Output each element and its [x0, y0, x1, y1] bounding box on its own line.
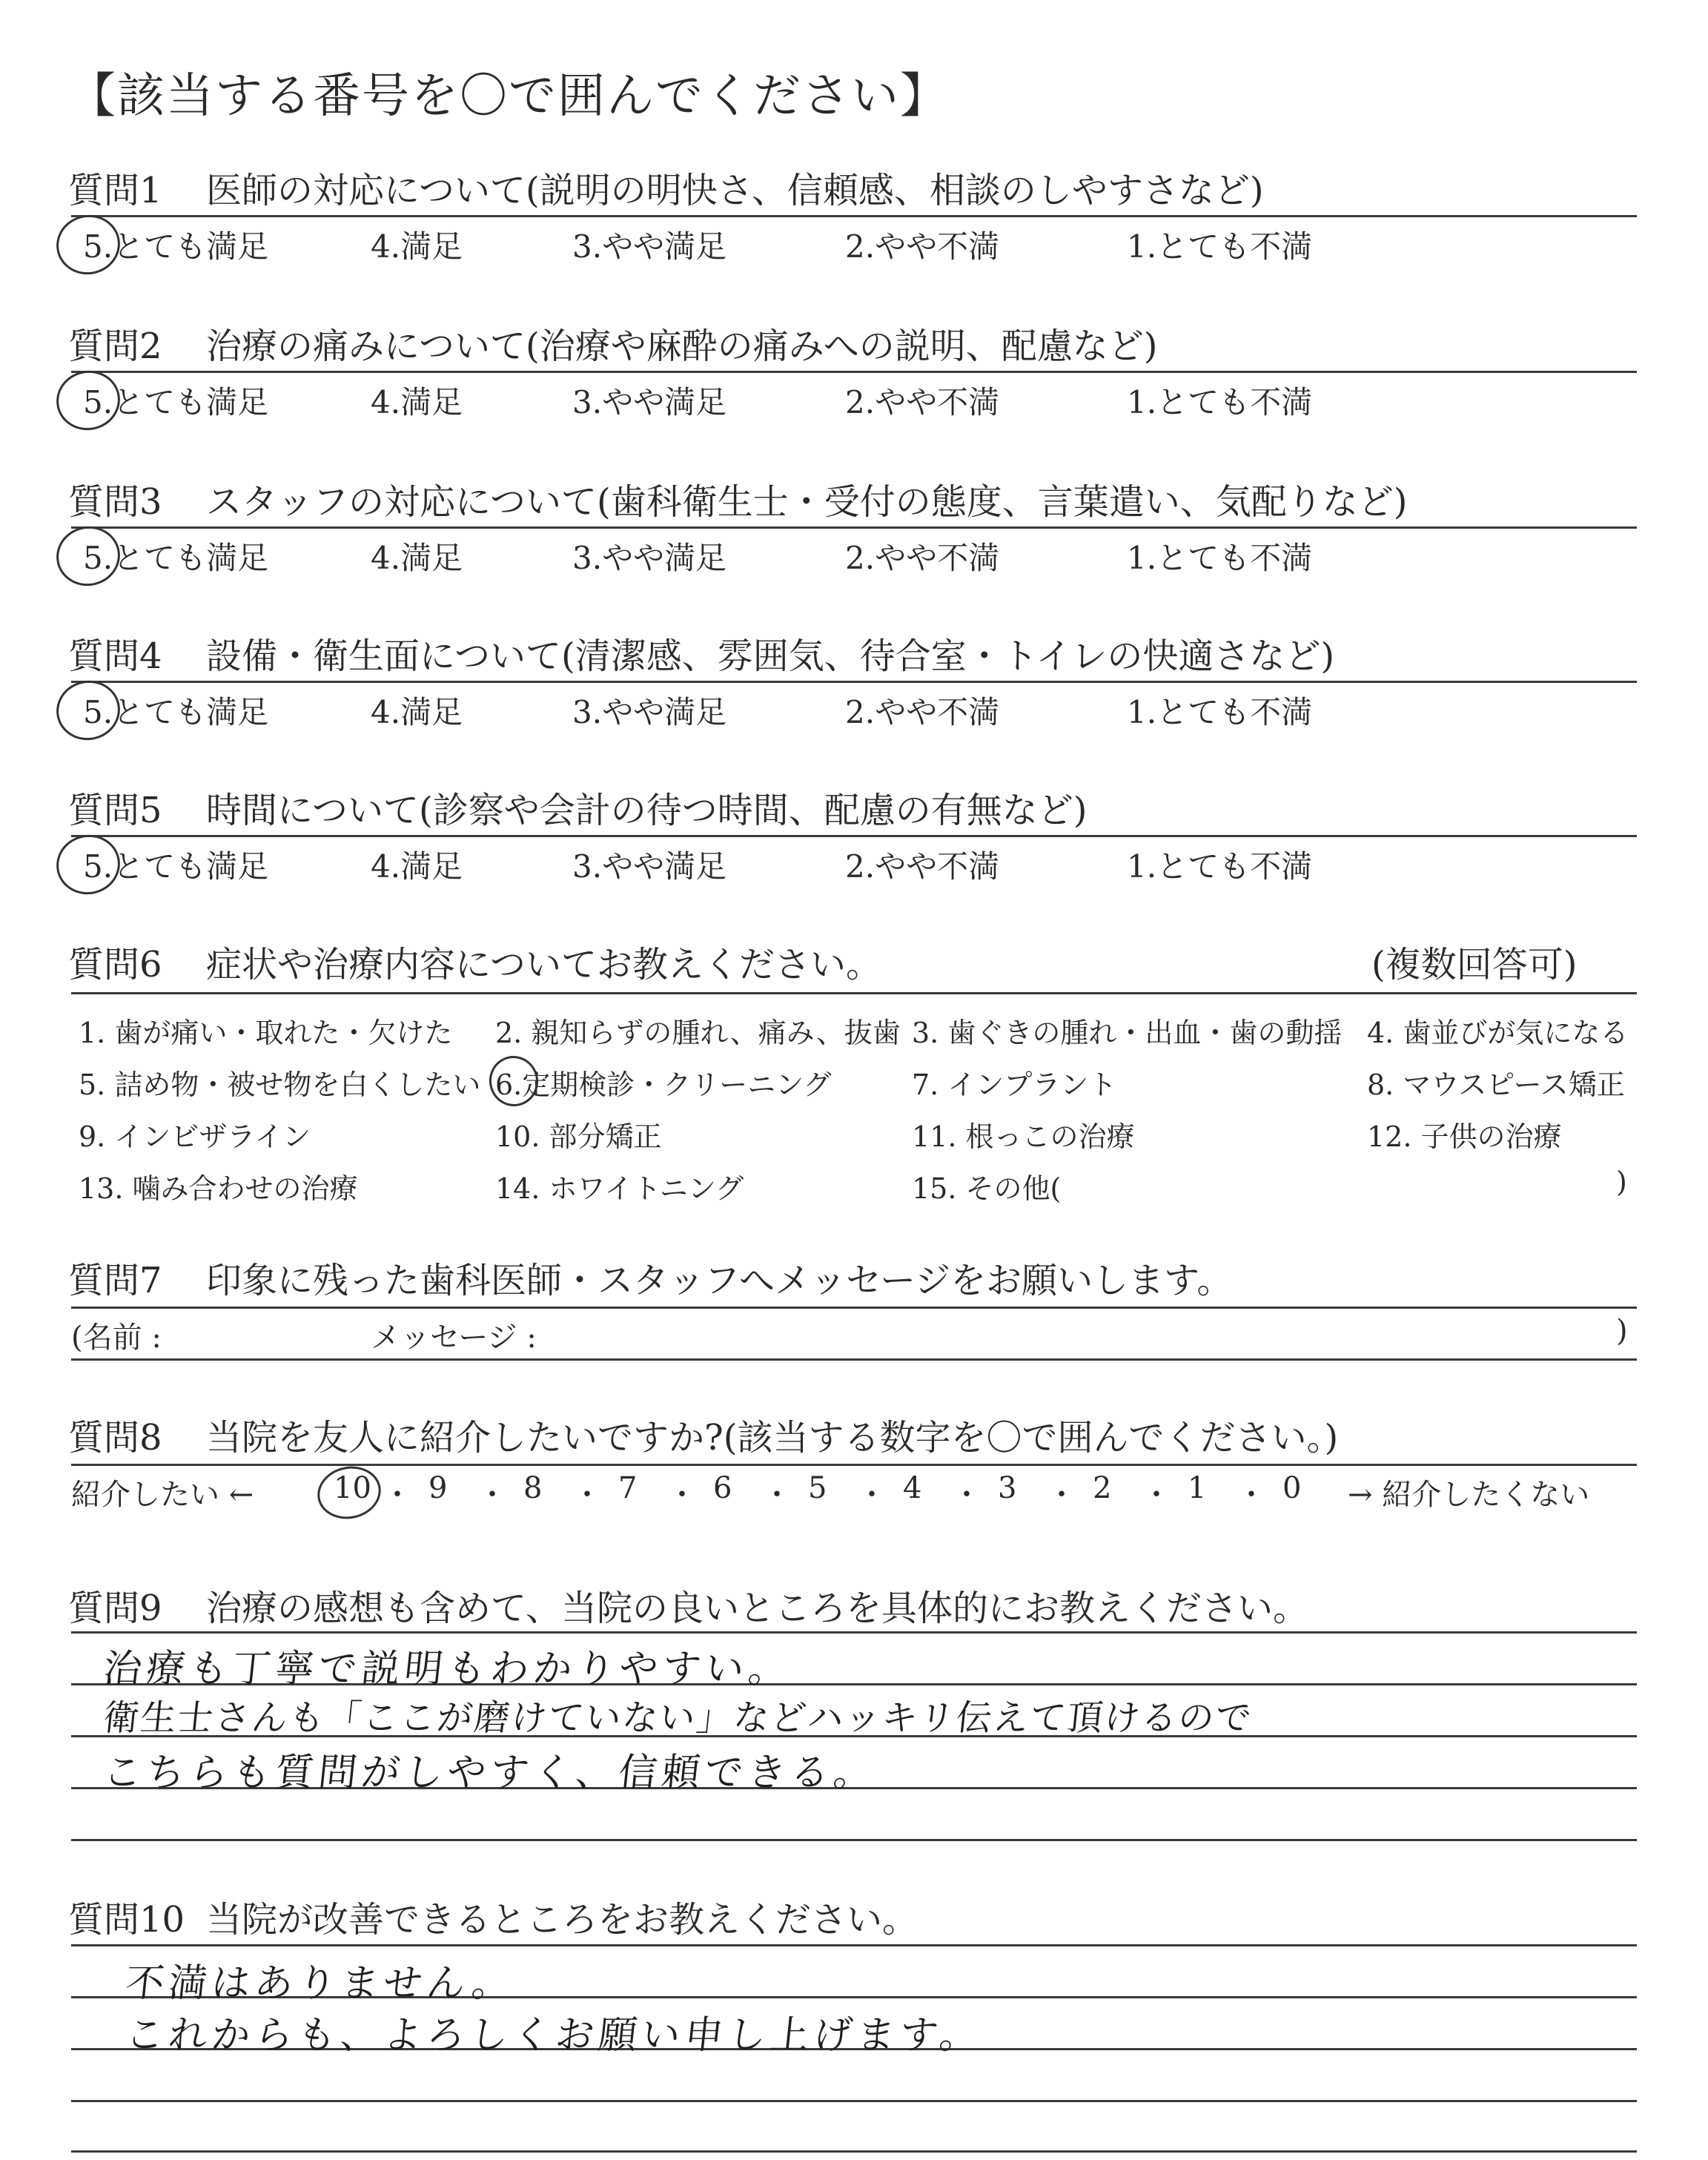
- rating-option[interactable]: 2.やや不満: [845, 694, 1000, 730]
- scale-number[interactable]: 8: [523, 1471, 543, 1505]
- rating-option[interactable]: 4.満足: [371, 228, 463, 265]
- rating-option[interactable]: 4.満足: [371, 694, 463, 730]
- message-label: メッセージ :: [371, 1321, 537, 1355]
- rating-option[interactable]: 4.満足: [371, 384, 463, 420]
- rating-options: [0, 842, 1708, 887]
- scale-separator: ・: [572, 1478, 602, 1512]
- treatment-option[interactable]: 15. その他(: [912, 1172, 1062, 1205]
- question-3-title: [68, 473, 1408, 524]
- rating-option[interactable]: 3.やや満足: [572, 848, 727, 885]
- treatment-option[interactable]: 3. 歯ぐきの腫れ・出血・歯の動揺: [912, 1017, 1343, 1049]
- question-text: 印象に残った歯科医師・スタッフへメッセージをお願いします。: [206, 1260, 1233, 1301]
- handwritten-answer: これからも、よろしくお願い申し上げます。: [123, 2013, 985, 2058]
- rating-option[interactable]: 1.とても不満: [1127, 384, 1313, 420]
- rule-line: [71, 992, 1637, 994]
- rating-option[interactable]: 3.やや満足: [572, 228, 727, 265]
- question-text: 医師の対応について(説明の明快さ、信頼感、相談のしやすさなど): [206, 170, 1264, 211]
- handwritten-answer: 不満はありません。: [123, 1961, 517, 2006]
- recommend-scale: [0, 1471, 1708, 1523]
- rating-option[interactable]: 4.満足: [371, 848, 463, 885]
- rule-line: [71, 1307, 1637, 1309]
- rule-line: [71, 835, 1637, 837]
- question-text: 設備・衛生面について(清潔感、雰囲気、待合室・トイレの快適さなど): [206, 635, 1335, 677]
- scale-separator: ・: [762, 1478, 792, 1512]
- rating-option[interactable]: 5.とても満足: [83, 384, 269, 420]
- rule-line: [71, 1464, 1637, 1466]
- rating-options: [0, 534, 1708, 578]
- rating-option[interactable]: 5.とても満足: [83, 848, 269, 885]
- question-number: 質問8: [68, 1417, 162, 1459]
- rule-line: [71, 2150, 1637, 2153]
- rating-options: [0, 222, 1708, 267]
- rating-option[interactable]: 3.やや満足: [572, 384, 727, 420]
- scale-separator: ・: [1142, 1478, 1171, 1512]
- scale-number[interactable]: 10: [334, 1471, 371, 1505]
- handwritten-answer: 治療も丁寧で説明もわかりやすい。: [101, 1647, 794, 1691]
- treatment-option[interactable]: 8. マウスピース矯正: [1367, 1069, 1625, 1101]
- scale-separator: ・: [1047, 1478, 1076, 1512]
- treatment-option[interactable]: 5. 詰め物・被せ物を白くしたい: [79, 1069, 481, 1101]
- treatment-option[interactable]: 7. インプラント: [912, 1069, 1117, 1101]
- scale-number[interactable]: 5: [808, 1471, 827, 1505]
- question-number: 質問5: [68, 790, 162, 831]
- recommend-right-label: → 紹介したくない: [1348, 1478, 1590, 1512]
- question-text: 当院を友人に紹介したいですか?(該当する数字を〇で囲んでください。): [206, 1417, 1339, 1459]
- question-text: 当院が改善できるところをお教えください。: [206, 1899, 918, 1941]
- rule-line: [71, 2100, 1637, 2102]
- question-number: 質問7: [68, 1260, 162, 1301]
- message-close: ): [1616, 1314, 1628, 1348]
- treatment-option[interactable]: 13. 噛み合わせの治療: [79, 1172, 358, 1205]
- page-heading: 【該当する番号を〇で囲んでください】: [68, 69, 949, 124]
- scale-number[interactable]: 6: [713, 1471, 732, 1505]
- question-6-title: [68, 936, 881, 987]
- rule-line: [71, 215, 1637, 217]
- treatment-option[interactable]: 12. 子供の治療: [1367, 1120, 1562, 1153]
- rating-option[interactable]: 5.とても満足: [83, 694, 269, 730]
- rule-line: [71, 526, 1637, 529]
- scale-separator: ・: [667, 1478, 697, 1512]
- treatment-option[interactable]: 9. インビザライン: [79, 1120, 311, 1153]
- scale-number[interactable]: 9: [428, 1471, 448, 1505]
- rule-line: [71, 371, 1637, 373]
- treatment-option[interactable]: 2. 親知らずの腫れ、痛み、抜歯: [495, 1017, 901, 1049]
- rule-line: [71, 681, 1637, 683]
- rating-option[interactable]: 4.満足: [371, 540, 463, 576]
- question-text: 治療の痛みについて(治療や麻酔の痛みへの説明、配慮など): [206, 326, 1158, 367]
- rule-line: [71, 1358, 1637, 1361]
- treatment-option[interactable]: 4. 歯並びが気になる: [1367, 1017, 1629, 1049]
- scale-separator: ・: [477, 1478, 507, 1512]
- question-8-title: [68, 1409, 1338, 1460]
- rating-option[interactable]: 5.とても満足: [83, 540, 269, 576]
- rating-options: [0, 688, 1708, 733]
- scale-number[interactable]: 1: [1188, 1471, 1207, 1505]
- treatment-option[interactable]: 6.定期検診・クリーニング: [495, 1069, 832, 1101]
- other-close: ): [1616, 1166, 1627, 1198]
- question-number: 質問2: [68, 326, 162, 367]
- question-2-title: [68, 317, 1158, 369]
- rule-line: [71, 1631, 1637, 1634]
- scale-number[interactable]: 0: [1282, 1471, 1302, 1505]
- rule-line: [71, 1839, 1637, 1841]
- question-number: 質問1: [68, 170, 162, 211]
- question-text: 症状や治療内容についてお教えください。: [206, 944, 882, 985]
- rating-option[interactable]: 2.やや不満: [845, 228, 1000, 265]
- multiple-answer-note: (複数回答可): [1371, 944, 1578, 985]
- scale-number[interactable]: 7: [618, 1471, 638, 1505]
- treatment-option[interactable]: 11. 根っこの治療: [912, 1120, 1135, 1153]
- recommend-left-label: 紹介したい ←: [71, 1478, 254, 1512]
- rating-option[interactable]: 1.とても不満: [1127, 848, 1313, 885]
- rating-options: [0, 378, 1708, 423]
- rating-option[interactable]: 1.とても不満: [1127, 540, 1313, 576]
- scale-separator: ・: [1237, 1478, 1266, 1512]
- question-text: 治療の感想も含めて、当院の良いところを具体的にお教えください。: [206, 1588, 1309, 1629]
- rating-option[interactable]: 2.やや不満: [845, 384, 1000, 420]
- rating-option[interactable]: 2.やや不満: [845, 540, 1000, 576]
- treatment-option[interactable]: 10. 部分矯正: [495, 1120, 662, 1153]
- rating-option[interactable]: 2.やや不満: [845, 848, 1000, 885]
- scale-separator: ・: [857, 1478, 887, 1512]
- question-number: 質問3: [68, 481, 162, 523]
- rule-line: [71, 1944, 1637, 1946]
- scale-number[interactable]: 3: [998, 1471, 1017, 1505]
- question-number: 質問6: [68, 944, 162, 985]
- scale-separator: ・: [952, 1478, 982, 1512]
- question-9-title: [68, 1579, 1308, 1631]
- treatment-option[interactable]: 14. ホワイトニング: [495, 1172, 744, 1205]
- rating-option[interactable]: 3.やや満足: [572, 694, 727, 730]
- rating-option[interactable]: 1.とても不満: [1127, 694, 1313, 730]
- question-number: 質問10: [68, 1899, 185, 1941]
- question-10-title: [68, 1891, 918, 1942]
- question-5-title: [68, 782, 1088, 833]
- question-number: 質問9: [68, 1588, 162, 1629]
- question-text: スタッフの対応について(歯科衛生士・受付の態度、言葉遣い、気配りなど): [206, 481, 1408, 523]
- question-4-title: [68, 627, 1334, 678]
- scale-number[interactable]: 4: [903, 1471, 922, 1505]
- handwritten-answer: こちらも質問がしやすく、信頼できる。: [101, 1751, 879, 1795]
- treatment-option[interactable]: 1. 歯が痛い・取れた・欠けた: [79, 1017, 453, 1049]
- question-7-title: [68, 1252, 1232, 1303]
- scale-separator: ・: [383, 1478, 412, 1512]
- question-number: 質問4: [68, 635, 162, 677]
- name-label: (名前 :: [71, 1321, 162, 1355]
- scale-number[interactable]: 2: [1093, 1471, 1112, 1505]
- question-1-title: [68, 162, 1264, 213]
- question-text: 時間について(診察や会計の待つ時間、配慮の有無など): [206, 790, 1088, 831]
- rating-option[interactable]: 5.とても満足: [83, 228, 269, 265]
- rating-option[interactable]: 3.やや満足: [572, 540, 727, 576]
- handwritten-answer: 衛生士さんも「ここが磨けていない」などハッキリ伝えて頂けるので: [101, 1697, 1255, 1739]
- rating-option[interactable]: 1.とても不満: [1127, 228, 1313, 265]
